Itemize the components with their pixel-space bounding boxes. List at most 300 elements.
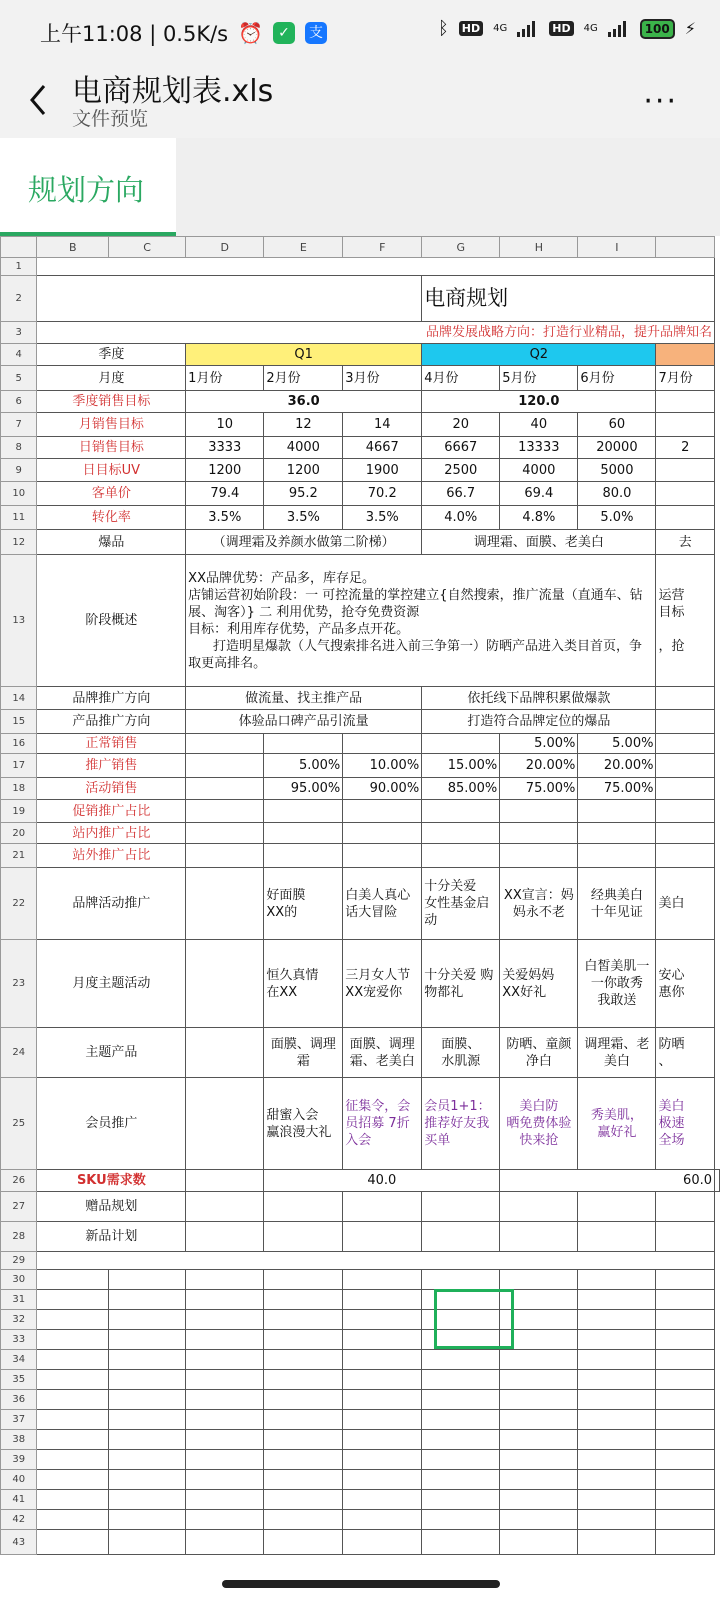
table-cell[interactable] xyxy=(578,1370,656,1390)
table-cell[interactable]: 电商规划 xyxy=(422,276,715,322)
table-cell[interactable]: 体验品口碑产品引流量 xyxy=(186,710,422,734)
table-cell[interactable]: 十分关爱 购 物都礼 xyxy=(422,940,500,1028)
table-cell[interactable]: 40.0 xyxy=(264,1170,500,1192)
table-cell[interactable] xyxy=(264,1270,343,1290)
row-number[interactable]: 15 xyxy=(1,710,37,734)
table-cell[interactable] xyxy=(186,1222,264,1252)
column-header[interactable]: C xyxy=(108,237,185,258)
table-cell[interactable]: 会员推广 xyxy=(37,1078,186,1170)
table-cell[interactable]: 5.00% xyxy=(578,734,656,754)
table-cell[interactable] xyxy=(37,1490,108,1510)
table-cell[interactable] xyxy=(186,800,264,823)
table-cell[interactable] xyxy=(264,800,343,823)
table-cell[interactable] xyxy=(656,1370,715,1390)
table-cell[interactable]: 75.00% xyxy=(500,778,578,800)
table-cell[interactable]: 日目标UV xyxy=(37,459,186,482)
table-cell[interactable] xyxy=(186,1530,264,1555)
table-cell[interactable] xyxy=(656,506,715,530)
table-cell[interactable] xyxy=(343,1490,422,1510)
table-cell[interactable] xyxy=(422,1490,500,1510)
table-cell[interactable]: 面膜、调理 霜、老美白 xyxy=(343,1028,422,1078)
table-cell[interactable] xyxy=(656,823,715,844)
column-header[interactable] xyxy=(656,237,715,258)
table-cell[interactable] xyxy=(500,1350,578,1370)
table-cell[interactable]: 4月份 xyxy=(422,366,500,391)
table-cell[interactable] xyxy=(108,1510,185,1530)
table-cell[interactable]: 品牌推广方向 xyxy=(37,687,186,710)
table-cell[interactable] xyxy=(264,1192,343,1222)
table-cell[interactable] xyxy=(108,1290,185,1310)
table-cell[interactable]: 活动销售 xyxy=(37,778,186,800)
table-cell[interactable] xyxy=(37,276,422,322)
table-cell[interactable] xyxy=(343,1470,422,1490)
table-cell[interactable] xyxy=(656,1410,715,1430)
row-number[interactable]: 26 xyxy=(1,1170,37,1192)
table-cell[interactable] xyxy=(343,844,422,868)
table-cell[interactable]: 站内推广占比 xyxy=(37,823,186,844)
row-number[interactable]: 10 xyxy=(1,482,37,506)
table-cell[interactable] xyxy=(264,1530,343,1555)
table-cell[interactable]: 5.0% xyxy=(578,506,656,530)
table-cell[interactable]: 5.00% xyxy=(264,754,343,778)
table-cell[interactable]: 季度销售目标 xyxy=(37,391,186,413)
table-cell[interactable] xyxy=(37,1252,715,1270)
table-cell[interactable] xyxy=(578,1310,656,1330)
table-cell[interactable]: 征集令，会 员招募 7折 入会 xyxy=(343,1078,422,1170)
table-cell[interactable]: （调理霜及养颜水做第二阶梯） xyxy=(186,530,422,555)
table-cell[interactable]: 白美人真心 话大冒险 xyxy=(343,868,422,940)
table-cell[interactable] xyxy=(343,734,422,754)
table-cell[interactable] xyxy=(422,1410,500,1430)
row-number[interactable]: 12 xyxy=(1,530,37,555)
table-cell[interactable]: 主题产品 xyxy=(37,1028,186,1078)
row-number[interactable]: 2 xyxy=(1,276,37,322)
row-number[interactable]: 17 xyxy=(1,754,37,778)
table-cell[interactable] xyxy=(656,413,715,437)
table-cell[interactable]: 品牌活动推广 xyxy=(37,868,186,940)
table-cell[interactable] xyxy=(343,1330,422,1350)
table-cell[interactable] xyxy=(108,1470,185,1490)
table-cell[interactable] xyxy=(422,823,500,844)
table-cell[interactable] xyxy=(264,1470,343,1490)
table-cell[interactable] xyxy=(264,1450,343,1470)
table-cell[interactable]: 面膜、 水肌源 xyxy=(422,1028,500,1078)
home-indicator[interactable] xyxy=(222,1580,500,1588)
table-cell[interactable]: 好面膜 XX的 xyxy=(264,868,343,940)
table-cell[interactable]: 1900 xyxy=(343,459,422,482)
table-cell[interactable] xyxy=(37,1310,108,1330)
row-number[interactable]: 42 xyxy=(1,1510,37,1530)
table-cell[interactable]: 日销售目标 xyxy=(37,437,186,459)
table-cell[interactable]: 防晒、童颜 净白 xyxy=(500,1028,578,1078)
table-cell[interactable]: 2 xyxy=(656,437,715,459)
row-number[interactable]: 36 xyxy=(1,1390,37,1410)
table-cell[interactable] xyxy=(656,734,715,754)
table-cell[interactable] xyxy=(578,1192,656,1222)
table-cell[interactable]: 产品推广方向 xyxy=(37,710,186,734)
table-cell[interactable] xyxy=(186,1028,264,1078)
table-cell[interactable] xyxy=(656,1350,715,1370)
table-cell[interactable] xyxy=(186,844,264,868)
table-cell[interactable] xyxy=(422,1192,500,1222)
table-cell[interactable] xyxy=(264,1290,343,1310)
table-cell[interactable]: 3.5% xyxy=(264,506,343,530)
row-number[interactable]: 5 xyxy=(1,366,37,391)
table-cell[interactable] xyxy=(186,1078,264,1170)
row-number[interactable]: 39 xyxy=(1,1450,37,1470)
table-cell[interactable]: 推广销售 xyxy=(37,754,186,778)
column-header[interactable]: D xyxy=(186,237,264,258)
more-options-icon[interactable]: ··· xyxy=(643,84,678,119)
table-cell[interactable]: XX宣言：妈 妈永不老 xyxy=(500,868,578,940)
table-cell[interactable]: 5月份 xyxy=(500,366,578,391)
table-cell[interactable] xyxy=(186,1270,264,1290)
table-cell[interactable] xyxy=(578,1270,656,1290)
table-cell[interactable]: 白皙美肌一 一你敢秀 我敢送 xyxy=(578,940,656,1028)
table-cell[interactable] xyxy=(500,1530,578,1555)
table-cell[interactable] xyxy=(264,1490,343,1510)
table-cell[interactable]: 恒久真情 在XX xyxy=(264,940,343,1028)
table-cell[interactable]: 4000 xyxy=(500,459,578,482)
table-cell[interactable] xyxy=(500,844,578,868)
table-cell[interactable] xyxy=(186,734,264,754)
column-header[interactable]: I xyxy=(578,237,656,258)
row-number[interactable]: 7 xyxy=(1,413,37,437)
table-cell[interactable] xyxy=(186,1370,264,1390)
row-number[interactable]: 13 xyxy=(1,555,37,687)
row-number[interactable]: 16 xyxy=(1,734,37,754)
row-number[interactable]: 37 xyxy=(1,1410,37,1430)
table-cell[interactable] xyxy=(656,1530,715,1555)
table-cell[interactable]: 防晒 、 xyxy=(656,1028,715,1078)
table-cell[interactable] xyxy=(186,868,264,940)
table-cell[interactable] xyxy=(656,754,715,778)
table-cell[interactable]: 爆品 xyxy=(37,530,186,555)
table-cell[interactable] xyxy=(656,1192,715,1222)
table-cell[interactable] xyxy=(578,1490,656,1510)
row-number[interactable]: 20 xyxy=(1,823,37,844)
table-cell[interactable] xyxy=(500,1510,578,1530)
table-cell[interactable]: Q1 xyxy=(186,344,422,366)
table-cell[interactable] xyxy=(422,1470,500,1490)
table-cell[interactable] xyxy=(37,1510,108,1530)
cell-selection[interactable] xyxy=(434,1289,514,1349)
table-cell[interactable]: 3333 xyxy=(186,437,264,459)
table-cell[interactable]: 40 xyxy=(500,413,578,437)
table-cell[interactable] xyxy=(656,344,715,366)
table-cell[interactable] xyxy=(656,844,715,868)
table-cell[interactable] xyxy=(500,1390,578,1410)
table-cell[interactable]: 6667 xyxy=(422,437,500,459)
table-cell[interactable]: 月销售目标 xyxy=(37,413,186,437)
table-cell[interactable]: 美白 极速 全场 xyxy=(656,1078,715,1170)
table-cell[interactable] xyxy=(186,823,264,844)
table-cell[interactable]: 运营 目标 ，抢 xyxy=(656,555,715,687)
table-cell[interactable]: 14 xyxy=(343,413,422,437)
row-number[interactable]: 18 xyxy=(1,778,37,800)
table-cell[interactable] xyxy=(422,1350,500,1370)
table-cell[interactable] xyxy=(343,1270,422,1290)
table-cell[interactable] xyxy=(656,710,715,734)
row-number[interactable]: 8 xyxy=(1,437,37,459)
column-header[interactable] xyxy=(1,237,37,258)
table-cell[interactable]: 5000 xyxy=(578,459,656,482)
table-cell[interactable]: 95.2 xyxy=(264,482,343,506)
table-cell[interactable] xyxy=(343,1510,422,1530)
table-cell[interactable]: 站外推广占比 xyxy=(37,844,186,868)
row-number[interactable]: 19 xyxy=(1,800,37,823)
table-cell[interactable]: 2500 xyxy=(422,459,500,482)
row-number[interactable]: 32 xyxy=(1,1310,37,1330)
table-cell[interactable] xyxy=(37,1390,108,1410)
table-cell[interactable] xyxy=(656,1470,715,1490)
table-cell[interactable]: 调理霜、面膜、老美白 xyxy=(422,530,656,555)
table-cell[interactable] xyxy=(37,1330,108,1350)
table-cell[interactable]: SKU需求数 xyxy=(37,1170,186,1192)
table-cell[interactable] xyxy=(343,1390,422,1410)
table-cell[interactable] xyxy=(343,1410,422,1430)
table-cell[interactable] xyxy=(264,844,343,868)
table-cell[interactable] xyxy=(578,1450,656,1470)
table-cell[interactable] xyxy=(186,940,264,1028)
table-cell[interactable] xyxy=(656,1450,715,1470)
row-number[interactable]: 9 xyxy=(1,459,37,482)
table-cell[interactable] xyxy=(108,1530,185,1555)
table-cell[interactable] xyxy=(422,734,500,754)
table-cell[interactable] xyxy=(108,1330,185,1350)
table-cell[interactable]: 13333 xyxy=(500,437,578,459)
table-cell[interactable]: 85.00% xyxy=(422,778,500,800)
table-cell[interactable] xyxy=(186,778,264,800)
table-cell[interactable]: 4667 xyxy=(343,437,422,459)
table-cell[interactable]: 5.00% xyxy=(500,734,578,754)
row-number[interactable]: 35 xyxy=(1,1370,37,1390)
table-cell[interactable] xyxy=(264,1390,343,1410)
table-cell[interactable] xyxy=(500,823,578,844)
table-cell[interactable] xyxy=(500,1430,578,1450)
table-cell[interactable]: 1月份 xyxy=(186,366,264,391)
table-cell[interactable] xyxy=(37,1270,108,1290)
table-cell[interactable] xyxy=(343,1370,422,1390)
table-cell[interactable] xyxy=(186,1490,264,1510)
table-cell[interactable]: 90.00% xyxy=(343,778,422,800)
table-cell[interactable]: 20.00% xyxy=(578,754,656,778)
table-cell[interactable] xyxy=(264,1310,343,1330)
column-header[interactable]: G xyxy=(422,237,500,258)
table-cell[interactable]: 95.00% xyxy=(264,778,343,800)
table-cell[interactable]: 调理霜、老 美白 xyxy=(578,1028,656,1078)
table-cell[interactable] xyxy=(343,1290,422,1310)
table-cell[interactable]: 打造符合品牌定位的爆品 xyxy=(422,710,656,734)
table-cell[interactable] xyxy=(500,1490,578,1510)
table-cell[interactable]: 品牌发展战略方向：打造行业精品，提升品牌知名 xyxy=(37,322,715,344)
table-cell[interactable]: 10 xyxy=(186,413,264,437)
table-cell[interactable] xyxy=(343,1350,422,1370)
table-cell[interactable]: 80.0 xyxy=(578,482,656,506)
table-cell[interactable] xyxy=(578,1430,656,1450)
table-cell[interactable] xyxy=(343,1530,422,1555)
table-cell[interactable] xyxy=(37,1430,108,1450)
row-number[interactable]: 4 xyxy=(1,344,37,366)
table-cell[interactable] xyxy=(108,1410,185,1430)
row-number[interactable]: 28 xyxy=(1,1222,37,1252)
table-cell[interactable]: 6月份 xyxy=(578,366,656,391)
table-cell[interactable] xyxy=(186,1410,264,1430)
table-cell[interactable]: 20.00% xyxy=(500,754,578,778)
table-cell[interactable]: 79.4 xyxy=(186,482,264,506)
table-cell[interactable] xyxy=(343,1310,422,1330)
table-cell[interactable]: 去 xyxy=(656,530,715,555)
table-cell[interactable] xyxy=(578,1330,656,1350)
table-cell[interactable]: 36.0 xyxy=(186,391,422,413)
table-cell[interactable] xyxy=(37,1370,108,1390)
table-cell[interactable] xyxy=(343,800,422,823)
table-cell[interactable] xyxy=(343,823,422,844)
table-cell[interactable]: 新品计划 xyxy=(37,1222,186,1252)
back-button[interactable] xyxy=(20,76,60,116)
table-cell[interactable]: 1200 xyxy=(186,459,264,482)
table-cell[interactable] xyxy=(186,1450,264,1470)
table-cell[interactable] xyxy=(715,1170,720,1192)
table-cell[interactable]: 1200 xyxy=(264,459,343,482)
row-number[interactable]: 43 xyxy=(1,1530,37,1555)
table-cell[interactable] xyxy=(656,687,715,710)
table-cell[interactable]: 甜蜜入会 赢浪漫大礼 xyxy=(264,1078,343,1170)
table-cell[interactable] xyxy=(186,1430,264,1450)
table-cell[interactable] xyxy=(656,1310,715,1330)
table-cell[interactable] xyxy=(37,1290,108,1310)
table-cell[interactable] xyxy=(37,258,715,276)
row-number[interactable]: 30 xyxy=(1,1270,37,1290)
table-cell[interactable] xyxy=(656,482,715,506)
table-cell[interactable] xyxy=(656,391,715,413)
table-cell[interactable]: 20 xyxy=(422,413,500,437)
table-cell[interactable]: 经典美白 十年见证 xyxy=(578,868,656,940)
table-cell[interactable] xyxy=(343,1450,422,1470)
table-cell[interactable] xyxy=(264,1370,343,1390)
table-cell[interactable] xyxy=(264,734,343,754)
table-cell[interactable]: 美白防 晒免费体验 快来抢 xyxy=(500,1078,578,1170)
table-cell[interactable] xyxy=(656,1430,715,1450)
table-cell[interactable] xyxy=(264,1410,343,1430)
row-number[interactable]: 34 xyxy=(1,1350,37,1370)
table-cell[interactable] xyxy=(578,1470,656,1490)
table-cell[interactable] xyxy=(186,1290,264,1310)
row-number[interactable]: 11 xyxy=(1,506,37,530)
row-number[interactable]: 29 xyxy=(1,1252,37,1270)
table-cell[interactable] xyxy=(108,1350,185,1370)
row-number[interactable]: 14 xyxy=(1,687,37,710)
row-number[interactable]: 1 xyxy=(1,258,37,276)
table-cell[interactable] xyxy=(264,1222,343,1252)
table-cell[interactable] xyxy=(108,1270,185,1290)
table-cell[interactable]: 3.5% xyxy=(343,506,422,530)
table-cell[interactable] xyxy=(500,800,578,823)
table-cell[interactable] xyxy=(578,800,656,823)
table-cell[interactable]: 月度 xyxy=(37,366,186,391)
table-cell[interactable] xyxy=(37,1450,108,1470)
table-cell[interactable]: 十分关爱 女性基金启 动 xyxy=(422,868,500,940)
table-cell[interactable] xyxy=(500,1270,578,1290)
table-cell[interactable] xyxy=(264,1510,343,1530)
table-cell[interactable]: 20000 xyxy=(578,437,656,459)
table-cell[interactable] xyxy=(578,1390,656,1410)
row-number[interactable]: 22 xyxy=(1,868,37,940)
table-cell[interactable] xyxy=(656,459,715,482)
table-cell[interactable] xyxy=(422,1370,500,1390)
table-cell[interactable] xyxy=(186,1350,264,1370)
table-cell[interactable] xyxy=(343,1192,422,1222)
table-cell[interactable] xyxy=(578,1350,656,1370)
table-cell[interactable] xyxy=(37,1470,108,1490)
table-cell[interactable] xyxy=(578,1222,656,1252)
table-cell[interactable]: 4.0% xyxy=(422,506,500,530)
table-cell[interactable] xyxy=(186,1310,264,1330)
column-header[interactable]: H xyxy=(500,237,578,258)
row-number[interactable]: 23 xyxy=(1,940,37,1028)
table-cell[interactable]: 季度 xyxy=(37,344,186,366)
table-cell[interactable] xyxy=(264,1350,343,1370)
table-cell[interactable] xyxy=(500,1192,578,1222)
table-cell[interactable]: 面膜、调理 霜 xyxy=(264,1028,343,1078)
table-cell[interactable] xyxy=(500,1410,578,1430)
row-number[interactable]: 27 xyxy=(1,1192,37,1222)
table-cell[interactable] xyxy=(37,1410,108,1430)
table-cell[interactable]: 美白 xyxy=(656,868,715,940)
row-number[interactable]: 21 xyxy=(1,844,37,868)
table-cell[interactable] xyxy=(37,1530,108,1555)
table-cell[interactable] xyxy=(108,1490,185,1510)
table-cell[interactable]: 2月份 xyxy=(264,366,343,391)
table-cell[interactable] xyxy=(264,823,343,844)
table-cell[interactable] xyxy=(656,1222,715,1252)
table-cell[interactable] xyxy=(578,844,656,868)
table-cell[interactable]: 60.0 xyxy=(500,1170,715,1192)
table-cell[interactable] xyxy=(578,1410,656,1430)
table-cell[interactable]: 120.0 xyxy=(422,391,656,413)
table-cell[interactable] xyxy=(422,1510,500,1530)
column-header[interactable]: E xyxy=(264,237,343,258)
table-cell[interactable] xyxy=(343,1430,422,1450)
table-cell[interactable] xyxy=(656,1290,715,1310)
table-cell[interactable] xyxy=(422,1270,500,1290)
table-cell[interactable] xyxy=(108,1390,185,1410)
table-cell[interactable] xyxy=(108,1370,185,1390)
table-cell[interactable]: Q2 xyxy=(422,344,656,366)
column-header[interactable]: F xyxy=(343,237,422,258)
table-cell[interactable] xyxy=(578,1510,656,1530)
table-cell[interactable] xyxy=(108,1450,185,1470)
table-cell[interactable]: 69.4 xyxy=(500,482,578,506)
table-cell[interactable] xyxy=(186,1390,264,1410)
table-cell[interactable]: 12 xyxy=(264,413,343,437)
table-cell[interactable]: 15.00% xyxy=(422,754,500,778)
table-cell[interactable]: 会员1+1： 推荐好友我 买单 xyxy=(422,1078,500,1170)
table-cell[interactable] xyxy=(343,1222,422,1252)
table-cell[interactable] xyxy=(656,1270,715,1290)
table-cell[interactable]: 月度主题活动 xyxy=(37,940,186,1028)
row-number[interactable]: 25 xyxy=(1,1078,37,1170)
table-cell[interactable] xyxy=(264,1430,343,1450)
table-cell[interactable] xyxy=(656,1490,715,1510)
table-cell[interactable]: 三月女人节 XX宠爱你 xyxy=(343,940,422,1028)
table-cell[interactable] xyxy=(422,1530,500,1555)
spreadsheet[interactable] xyxy=(0,236,720,1574)
table-cell[interactable]: 安心 惠你 xyxy=(656,940,715,1028)
table-cell[interactable]: 依托线下品牌积累做爆款 xyxy=(422,687,656,710)
table-cell[interactable]: 3月份 xyxy=(343,366,422,391)
table-cell[interactable]: 做流量、找主推产品 xyxy=(186,687,422,710)
